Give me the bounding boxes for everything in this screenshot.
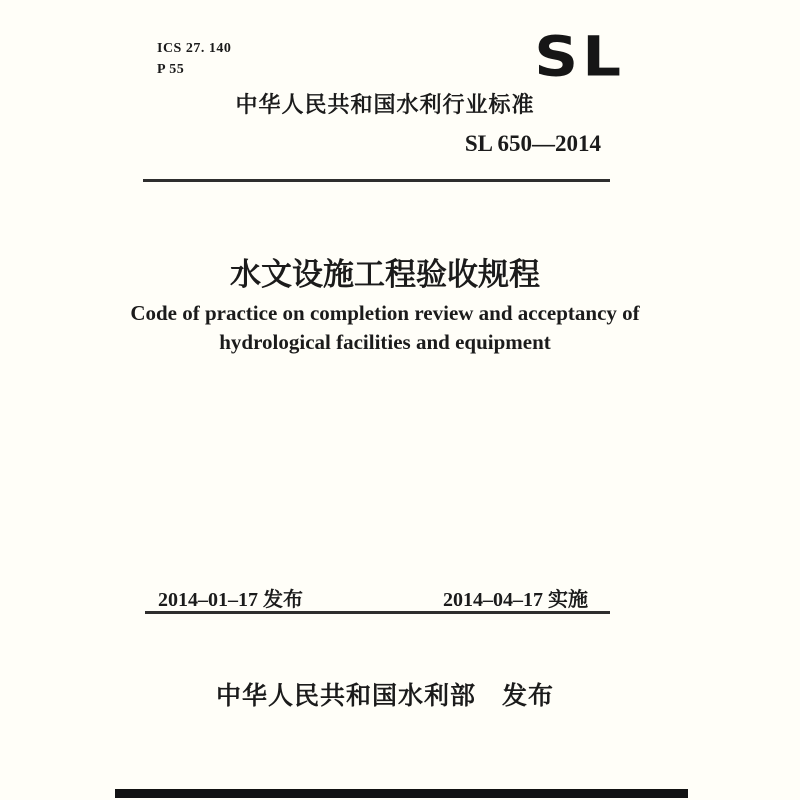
bottom-divider-rule: [145, 611, 610, 614]
cover-bottom-edge-bar: [115, 789, 688, 798]
publisher-line: [150, 676, 620, 712]
ics-code: ICS 27. 140: [157, 41, 232, 56]
sl-logo: SL: [534, 24, 626, 89]
top-divider-rule: [143, 179, 610, 182]
dates-row: [158, 583, 588, 612]
document-title-english-line2: hydrological facilities and equipment: [219, 330, 551, 354]
ics-classification-block: [157, 38, 231, 80]
document-title-english: [115, 299, 655, 357]
standard-category-title: 中华人民共和国水利行业标准: [235, 92, 535, 117]
publisher-action: 发布: [502, 682, 555, 710]
issue-date: 2014–01–17 发布: [158, 589, 303, 611]
publisher-name: 中华人民共和国水利部: [215, 682, 476, 710]
classification-code: P 55: [157, 62, 185, 77]
standard-number: SL 650—2014: [464, 131, 601, 156]
document-title-english-line1: Code of practice on completion review and acceptancy of: [130, 301, 640, 325]
implementation-date: 2014–04–17 实施: [443, 589, 588, 611]
document-title-chinese: 水文设施工程验收规程: [230, 257, 540, 292]
